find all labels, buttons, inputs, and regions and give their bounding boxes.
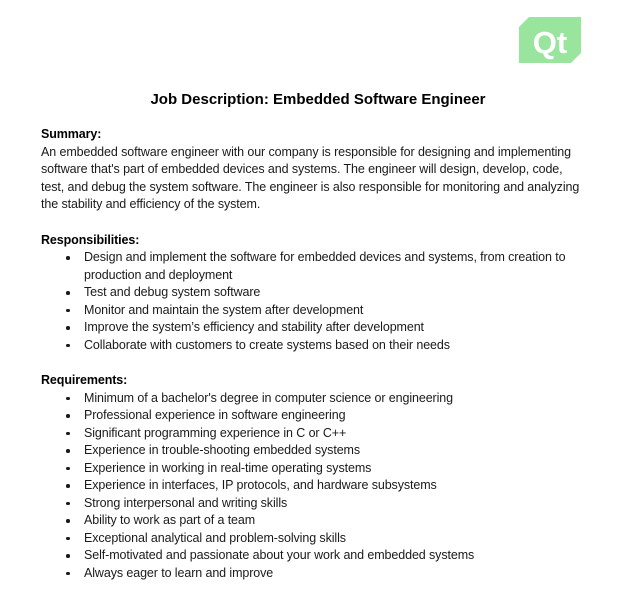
requirements-heading: Requirements: [41,373,128,387]
list-item: Ability to work as part of a team [41,512,582,530]
list-item: Significant programming experience in C or C++ [41,425,582,443]
list-item: Collaborate with customers to create systems based on their needs [41,337,582,355]
document-body [41,126,582,582]
list-item: Design and implement the software for embedded devices and systems, from creation to production and deployment [41,249,582,284]
list-item: Improve the system’s efficiency and stability after development [41,319,582,337]
list-item: Experience in trouble-shooting embedded systems [41,442,582,460]
section-summary [41,126,582,214]
qt-logo-icon [519,17,581,63]
section-responsibilities [41,232,582,355]
list-item: Experience in working in real-time operating systems [41,460,582,478]
summary-heading: Summary: [41,127,102,141]
list-item: Exceptional analytical and problem-solving skills [41,530,582,548]
responsibilities-heading: Responsibilities: [41,232,140,247]
requirements-list [41,390,582,583]
list-item: Monitor and maintain the system after development [41,302,582,320]
list-item: Experience in interfaces, IP protocols, and hardware subsystems [41,477,582,495]
list-item: Strong interpersonal and writing skills [41,495,582,513]
responsibilities-list [41,249,582,354]
page-title: Job Description: Embedded Software Engineer [150,91,486,108]
summary-paragraph: An embedded software engineer with our company is responsible for designing and implementing software that's part of embedded devices and systems. The engineer will design, develop, code, test, and debug the system software. The engineer is also responsible for monitoring and analyzing the stability and efficiency of the system. [41,144,580,211]
list-item: Always eager to learn and improve [41,565,582,583]
list-item: Self-motivated and passionate about your work and embedded systems [41,547,582,565]
list-item: Minimum of a bachelor's degree in computer science or engineering [41,390,582,408]
section-requirements [41,372,582,582]
list-item: Professional experience in software engineering [41,407,582,425]
qt-logo-text: Qt [532,25,568,60]
list-item: Test and debug system software [41,284,582,302]
